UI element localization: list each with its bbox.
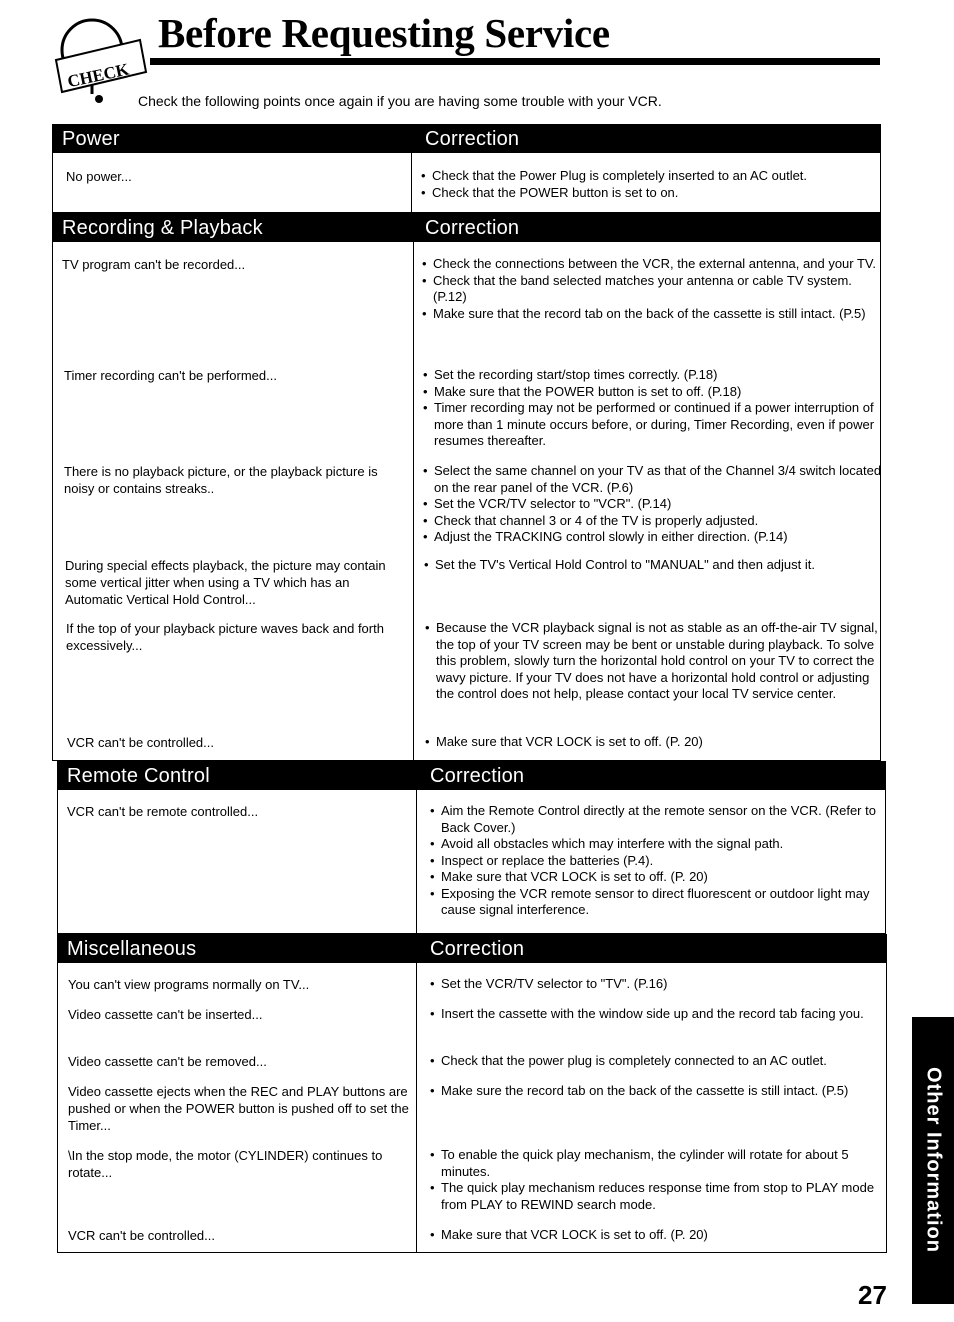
problem-text: There is no playback picture, or the playback picture is noisy or contains streaks.. xyxy=(64,464,378,496)
correction-heading: Correction xyxy=(425,128,520,150)
problem-text: No power... xyxy=(66,169,132,184)
correction-item: • Insert the cassette with the window side up and the record tab facing you. xyxy=(430,1006,892,1023)
intro-text: Check the following points once again if you are having some trouble with your VCR. xyxy=(138,93,662,109)
correction-item: • Because the VCR playback signal is not as stable as an off-the-air TV signal, the top of your TV screen may be bent or unstable during playback. To solve this problem, slowly turn the horizontal hold control on your TV to correct the wavy picture. If your TV does not have a horizontal hold control or adjusting the control does not help, please contact your local TV service center. xyxy=(425,620,887,703)
correction-item: • Check the connections between the VCR, the external antenna, and your TV. xyxy=(422,256,884,273)
other-information-tab xyxy=(912,1017,954,1304)
correction-list xyxy=(430,1053,892,1070)
correction-item: • Check that the band selected matches your antenna or cable TV system. (P.12) xyxy=(422,273,884,306)
correction-list xyxy=(430,1227,892,1244)
column-divider xyxy=(411,153,412,212)
correction-item: • Avoid all obstacles which may interfere with the signal path. xyxy=(430,836,892,853)
side-tab-label: Other Information xyxy=(922,1067,945,1253)
correction-list xyxy=(423,463,885,546)
problem-text: TV program can't be recorded... xyxy=(62,257,246,272)
check-logo xyxy=(52,10,152,100)
problem-text: VCR can't be controlled... xyxy=(68,1228,215,1243)
correction-list xyxy=(430,1083,892,1100)
correction-list xyxy=(430,1147,892,1213)
correction-list xyxy=(430,976,892,993)
correction-item: • Set the TV's Vertical Hold Control to "MANUAL" and then adjust it. xyxy=(424,557,886,574)
correction-list xyxy=(430,803,892,919)
section-header xyxy=(58,935,886,963)
miscellaneous-heading: Miscellaneous xyxy=(67,938,197,960)
column-divider xyxy=(416,790,417,933)
check-logo-text: CHECK xyxy=(65,59,131,92)
correction-item: • Set the recording start/stop times correctly. (P.18) xyxy=(423,367,885,384)
column-divider xyxy=(416,963,417,1252)
correction-list xyxy=(421,168,883,201)
problem-text: You can't view programs normally on TV... xyxy=(68,977,310,992)
remote-control-section xyxy=(57,761,886,934)
correction-item: • Make sure the record tab on the back of the cassette is still intact. (P.5) xyxy=(430,1083,892,1100)
correction-item: • Inspect or replace the batteries (P.4). xyxy=(430,853,892,870)
title-rule xyxy=(150,58,880,65)
correction-item: • Check that the power plug is completely connected to an AC outlet. xyxy=(430,1053,892,1070)
correction-item: • Exposing the VCR remote sensor to direct fluorescent or outdoor light may cause signal interference. xyxy=(430,886,892,919)
correction-item: • Check that the Power Plug is completely inserted to an AC outlet. xyxy=(421,168,883,185)
correction-list xyxy=(423,367,885,450)
correction-item: • Check that the POWER button is set to on. xyxy=(421,185,883,202)
correction-item: • To enable the quick play mechanism, the cylinder will rotate for about 5 minutes. xyxy=(430,1147,892,1180)
problem-text: Video cassette ejects when the REC and PLAY buttons are pushed or when the POWER button is pushed off to set the Timer... xyxy=(68,1084,409,1133)
correction-item: • Check that channel 3 or 4 of the TV is properly adjusted. xyxy=(423,513,885,530)
correction-list xyxy=(430,1006,892,1023)
correction-item: • Make sure that VCR LOCK is set to off. (P. 20) xyxy=(430,1227,892,1244)
correction-heading: Correction xyxy=(425,217,520,239)
correction-item: • Make sure that VCR LOCK is set to off. (P. 20) xyxy=(430,869,892,886)
correction-item: • Make sure that VCR LOCK is set to off. (P. 20) xyxy=(425,734,887,751)
problem-text: VCR can't be remote controlled... xyxy=(67,804,259,819)
power-heading: Power xyxy=(62,128,120,150)
remote-control-heading: Remote Control xyxy=(67,765,210,787)
problem-text: If the top of your playback picture waves back and forth excessively... xyxy=(66,621,384,653)
problem-text: VCR can't be controlled... xyxy=(67,735,214,750)
correction-heading: Correction xyxy=(430,938,525,960)
problem-text: Video cassette can't be inserted... xyxy=(68,1007,263,1022)
recording-playback-heading: Recording & Playback xyxy=(62,217,263,239)
correction-item: • Make sure that the record tab on the back of the cassette is still intact. (P.5) xyxy=(422,306,884,323)
correction-list xyxy=(424,557,886,574)
correction-item: • Adjust the TRACKING control slowly in either direction. (P.14) xyxy=(423,529,885,546)
correction-item: • Make sure that the POWER button is set to off. (P.18) xyxy=(423,384,885,401)
correction-list xyxy=(422,256,884,322)
correction-item: • Aim the Remote Control directly at the remote sensor on the VCR. (Refer to Back Cover.) xyxy=(430,803,892,836)
power-section xyxy=(52,124,881,213)
problem-text: \In the stop mode, the motor (CYLINDER) continues to rotate... xyxy=(68,1148,383,1180)
intro-bullet-icon xyxy=(95,95,103,103)
correction-item: • Set the VCR/TV selector to "TV". (P.16) xyxy=(430,976,892,993)
section-header xyxy=(58,762,885,790)
problem-text: Timer recording can't be performed... xyxy=(64,368,277,383)
page-number: 27 xyxy=(858,1280,887,1310)
section-header xyxy=(53,125,880,153)
correction-list xyxy=(425,734,887,751)
recording-playback-section xyxy=(52,213,881,761)
correction-list xyxy=(425,620,887,703)
miscellaneous-section xyxy=(57,934,887,1253)
correction-item: • Set the VCR/TV selector to "VCR". (P.14) xyxy=(423,496,885,513)
problem-text: During special effects playback, the picture may contain some vertical jitter when using a TV which has an Automatic Vertical Hold Control... xyxy=(65,558,386,607)
column-divider xyxy=(413,242,414,760)
correction-heading: Correction xyxy=(430,765,525,787)
correction-item: • Select the same channel on your TV as that of the Channel 3/4 switch located on the rear panel of the VCR. (P.6) xyxy=(423,463,885,496)
section-header xyxy=(53,214,880,242)
correction-item: • Timer recording may not be performed or continued if a power interruption of more than 1 minute occurs before, or during, Timer Recording, even if power resumes thereafter. xyxy=(423,400,885,450)
correction-item: • The quick play mechanism reduces response time from stop to PLAY mode from PLAY to REWIND search mode. xyxy=(430,1180,892,1213)
problem-text: Video cassette can't be removed... xyxy=(68,1054,267,1069)
page-title: Before Requesting Service xyxy=(158,10,610,56)
